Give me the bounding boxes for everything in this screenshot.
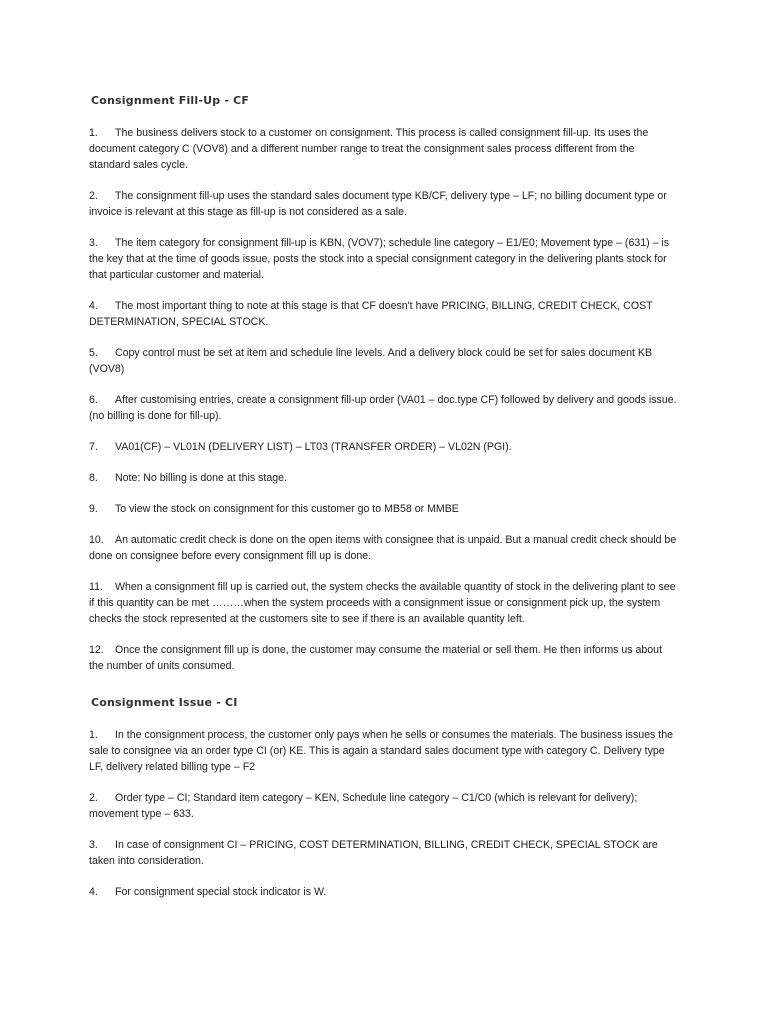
list-item xyxy=(89,235,678,283)
list-item xyxy=(89,642,678,674)
item-text: Once the consignment fill up is done, the customer may consume the material or sell them. He then informs us about the number of units consumed. xyxy=(89,644,663,672)
list-item xyxy=(89,532,678,564)
item-text: The item category for consignment fill-up is KBN, (VOV7); schedule line category – E1/E0; Movement type – (631) – is the key that at the time of goods issue, posts the stock into a special consignment category in the delivering plants stock for that particular customer and material. xyxy=(89,237,670,281)
list-item xyxy=(89,837,678,869)
item-number: 3. xyxy=(89,237,98,249)
list-item xyxy=(89,884,678,900)
item-number: 11. xyxy=(89,581,103,593)
item-number: 12. xyxy=(89,644,104,656)
item-number: 2. xyxy=(89,792,98,804)
item-text: Note: No billing is done at this stage. xyxy=(115,472,287,484)
list-item xyxy=(89,392,678,424)
list-item xyxy=(89,470,678,486)
item-number: 6. xyxy=(89,394,98,406)
item-text: Copy control must be set at item and schedule line levels. And a delivery block could be set for sales document KB (VOV8) xyxy=(89,347,653,375)
item-number: 4. xyxy=(89,886,98,898)
item-number: 7. xyxy=(89,441,98,453)
item-number: 3. xyxy=(89,839,98,851)
item-text: To view the stock on consignment for this customer go to MB58 or MMBE xyxy=(115,503,459,515)
list-item xyxy=(89,579,678,627)
list-item xyxy=(89,298,678,330)
item-number: 10. xyxy=(89,534,104,546)
item-text: The consignment fill-up uses the standard sales document type KB/CF, delivery type – LF; no billing document type or invoice is relevant at this stage as fill-up is not considered as a sale. xyxy=(89,190,667,218)
item-text: The business delivers stock to a customer on consignment. This process is called consignment fill-up. Its uses the document category C (VOV8) and a different number range to treat the consignment sales process different from the standard sales cycle. xyxy=(89,127,649,171)
item-number: 1. xyxy=(89,127,98,139)
item-number: 1. xyxy=(89,729,98,741)
item-text: Order type – CI; Standard item category – KEN, Schedule line category – C1/C0 (which is relevant for delivery); movement type – 633. xyxy=(89,792,638,820)
list-item xyxy=(89,125,678,173)
item-text: In case of consignment CI – PRICING, COST DETERMINATION, BILLING, CREDIT CHECK, SPECIAL STOCK are taken into consideration. xyxy=(89,839,658,867)
item-number: 4. xyxy=(89,300,98,312)
item-number: 2. xyxy=(89,190,98,202)
section-heading-fill-up: Consignment Fill-Up - CF xyxy=(91,94,250,107)
item-text: For consignment special stock indicator is W. xyxy=(115,886,327,898)
item-text: An automatic credit check is done on the open items with consignee that is unpaid. But a manual credit check should be done on consignee before every consignment fill up is done. xyxy=(89,534,677,562)
list-item xyxy=(89,345,678,377)
item-text: After customising entries, create a consignment fill-up order (VA01 – doc.type CF) followed by delivery and goods issue. (no billing is done for fill-up). xyxy=(89,394,677,422)
item-text: In the consignment process, the customer only pays when he sells or consumes the materials. The business issues the sale to consignee via an order type CI (or) KE. This is again a standard sales document type with category C. Delivery type LF, delivery related billing type – F2 xyxy=(89,729,674,773)
list-item xyxy=(89,188,678,220)
item-text: VA01(CF) – VL01N (DELIVERY LIST) – LT03 (TRANSFER ORDER) – VL02N (PGI). xyxy=(115,441,512,453)
list-item xyxy=(89,727,678,775)
list-item xyxy=(89,439,678,455)
item-number: 8. xyxy=(89,472,98,484)
list-item xyxy=(89,501,678,517)
item-text: The most important thing to note at this stage is that CF doesn't have PRICING, BILLING, CREDIT CHECK, COST DETERMINATION, SPECIAL STOCK. xyxy=(89,300,653,328)
item-number: 5. xyxy=(89,347,98,359)
list-item xyxy=(89,790,678,822)
item-text: When a consignment fill up is carried out, the system checks the available quantity of stock in the delivering plant to see if this quantity can be met ………when the system proceeds with a consignment issue or consignment pick up, the system checks the stock represented at the customers site to see if there is an available quantity left. xyxy=(89,581,676,625)
section-heading-issue: Consignment Issue - CI xyxy=(91,696,238,709)
item-number: 9. xyxy=(89,503,98,515)
